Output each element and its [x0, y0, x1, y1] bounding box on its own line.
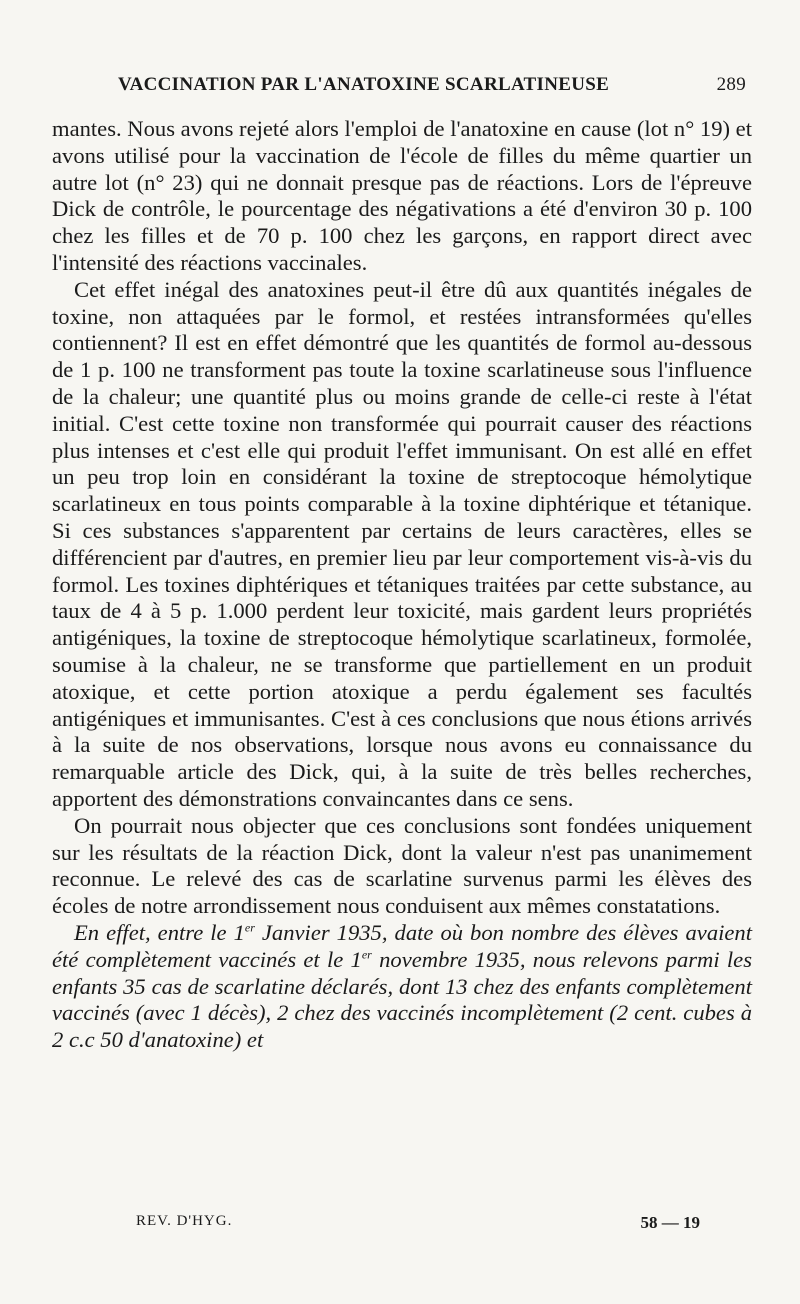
signature-mark: 58 — 19: [640, 1213, 700, 1232]
running-title: VACCINATION PAR L'ANATOXINE SCARLATINEUSE: [118, 74, 610, 95]
page-footer: [136, 1213, 700, 1233]
paragraph-italic-statistics: [52, 920, 752, 1054]
paragraph-anatoxines: Cet effet inégal des anatoxines peut-il être dû aux quantités inégales de toxine, non attaquées par le formol, et restées intransformées qu'elles contiennent? Il est en effet démontré que les quantités de formol au-dessous de 1 p. 100 ne transforment pas toute la toxine scarlatineuse sous l'influence de la chaleur; une quantité plus ou moins grande de celle-ci reste à l'état initial. C'est cette toxine non transformée qui pourrait causer des réactions plus intenses et c'est elle qui produit l'effet immunisant. On est allé en effet un peu trop loin en considérant la toxine de streptocoque hémolytique scarlatineux en tous points comparable à la toxine diphtérique et tétanique. Si ces substances s'apparentent par certains de leurs caractères, elles se différencient par d'autres, en premier lieu par leur comportement vis-à-vis du formol. Les toxines diphtériques et tétaniques traitées par cette substance, au taux de 4 à 5 p. 1.000 perdent leur toxicité, mais gardent leurs propriétés antigéniques, la toxine de streptocoque hémolytique scarlatineux, formolée, soumise à la chaleur, ne se transforme que partiellement en un produit atoxique, et cette portion atoxique a perdu également ses facultés antigéniques et immunisantes. C'est à ces conclusions que nous étions arrivés à la suite de nos observations, lorsque nous avons eu connaissance du remarquable article des Dick, qui, à la suite de très belles recherches, apportent des démonstrations convaincantes dans ce sens.: [52, 276, 752, 811]
paragraph-objection: On pourrait nous objecter que ces conclusions sont fondées uniquement sur les résultats de la réaction Dick, dont la valeur n'est pas unanimement reconnue. Le relevé des cas de scarlatine survenus parmi les élèves des écoles de notre arrondissement nous conduisent aux mêmes constatations.: [52, 812, 752, 919]
running-header: [60, 74, 746, 96]
journal-abbreviation: REV. D'HYG.: [136, 1213, 233, 1229]
superscript-er-2: er: [361, 947, 372, 962]
page-number: 289: [716, 74, 746, 95]
body-text: [52, 116, 752, 1054]
italic-text-part-1: En effet, entre le 1: [74, 919, 245, 945]
italic-text-part-3: novembre 1935, nous relevons parmi les enfants 35 cas de scarlatine déclarés, dont 13 chez des enfants complètement vaccinés (avec 1 décès), 2 chez des vaccinés incomplètement (2 cent. cubes à 2 c.c 50 d'anatoxine) et: [52, 946, 753, 1053]
italic-text-part-2: Janvier 1935, date où bon nombre des élèves avaient été complètement vaccinés et le 1: [52, 919, 752, 972]
paragraph-continuation: mantes. Nous avons rejeté alors l'emploi de l'anatoxine en cause (lot n° 19) et avons utilisé pour la vaccination de l'école de filles du même quartier un autre lot (n° 23) qui ne donnait presque pas de réactions. Lors de l'épreuve Dick de contrôle, le pourcentage des négativations a été d'environ 30 p. 100 chez les filles et de 70 p. 100 chez les garçons, en rapport direct avec l'intensité des réactions vaccinales.: [52, 116, 752, 275]
superscript-er-1: er: [244, 920, 255, 935]
